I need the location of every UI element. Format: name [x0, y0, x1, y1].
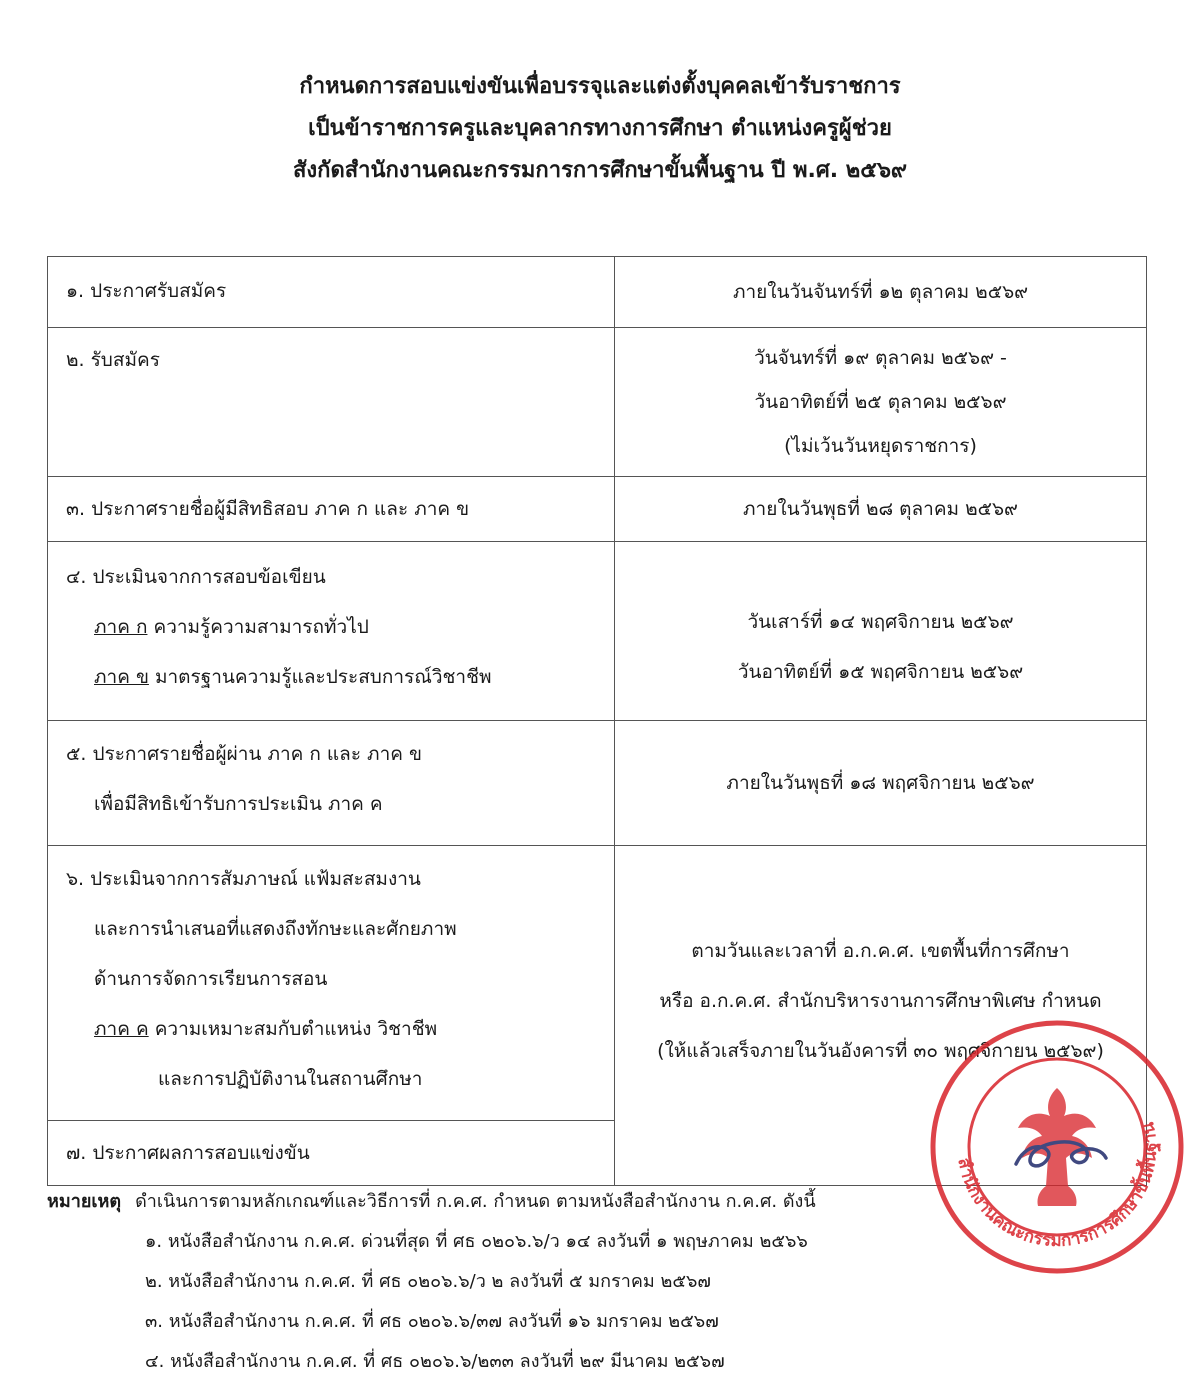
schedule-item-cell [48, 1121, 615, 1186]
schedule-date: วันเสาร์ที่ ๑๔ พฤศจิกายน ๒๕๖๙ [747, 611, 1014, 633]
schedule-date: วันอาทิตย์ที่ ๒๕ ตุลาคม ๒๕๖๙ [754, 391, 1007, 413]
part-b-label: ภาค ข [94, 666, 149, 688]
notes-label: หมายเหตุ [47, 1191, 122, 1212]
table-row [48, 328, 1147, 477]
exam-part-b [66, 652, 614, 702]
schedule-date-cell [615, 542, 1147, 721]
schedule-date-cell [615, 721, 1147, 846]
schedule-item-cell [48, 721, 615, 846]
exam-part-a [66, 602, 614, 652]
header-line-2: เป็นข้าราชการครูและบุคลากรทางการศึกษา ตำแหน่งครูผู้ช่วย [308, 116, 892, 141]
notes-item: ๓. หนังสือสำนักงาน ก.ค.ศ. ที่ ศธ ๐๒๐๖.๖/๓๗ ลงวันที่ ๑๖ มกราคม ๒๕๖๗ [145, 1311, 719, 1332]
seal-text: สำนักงานคณะกรรมการการศึกษาขั้นพื้นฐาน [953, 1120, 1162, 1252]
schedule-date: ตามวันและเวลาที่ อ.ก.ค.ศ. เขตพื้นที่การศึกษา [691, 939, 1070, 962]
document-header [0, 66, 1200, 192]
schedule-item: ๗. ประกาศผลการสอบแข่งขัน [66, 1142, 310, 1164]
part-b-text: มาตรฐานความรู้และประสบการณ์วิชาชีพ [148, 666, 492, 688]
official-seal-icon [928, 1018, 1186, 1276]
schedule-item: ๕. ประกาศรายชื่อผู้ผ่าน ภาค ก และ ภาค ข [66, 743, 422, 765]
schedule-item-cont: ด้านการจัดการเรียนการสอน [94, 968, 328, 990]
schedule-date: ภายในวันพุธที่ ๒๘ ตุลาคม ๒๕๖๙ [743, 498, 1018, 520]
schedule-item-cell [48, 542, 615, 721]
schedule-date: วันอาทิตย์ที่ ๑๕ พฤศจิกายน ๒๕๖๙ [737, 661, 1024, 683]
exam-part-c [66, 1004, 614, 1054]
schedule-item: ๑. ประกาศรับสมัคร [66, 280, 227, 302]
schedule-item: ๒. รับสมัคร [66, 349, 160, 371]
schedule-date: วันจันทร์ที่ ๑๙ ตุลาคม ๒๕๖๙ - [754, 347, 1007, 369]
header-line-3: สังกัดสำนักงานคณะกรรมการการศึกษาขั้นพื้นฐาน ปี พ.ศ. ๒๕๖๙ [292, 158, 908, 183]
table-row [48, 721, 1147, 846]
schedule-date: หรือ อ.ก.ค.ศ. สำนักบริหารงานการศึกษาพิเศษ กำหนด [659, 989, 1102, 1012]
schedule-item-cont: เพื่อมีสิทธิเข้ารับการประเมิน ภาค ค [94, 793, 383, 815]
schedule-item: ๓. ประกาศรายชื่อผู้มีสิทธิสอบ ภาค ก และ ภาค ข [66, 498, 470, 520]
schedule-date: ภายในวันจันทร์ที่ ๑๒ ตุลาคม ๒๕๖๙ [732, 281, 1029, 303]
notes-intro: ดำเนินการตามหลักเกณฑ์และวิธีการที่ ก.ค.ศ. กำหนด ตามหนังสือสำนักงาน ก.ค.ศ. ดังนี้ [135, 1191, 816, 1212]
schedule-item-cell [48, 846, 615, 1121]
notes-item: ๒. หนังสือสำนักงาน ก.ค.ศ. ที่ ศธ ๐๒๐๖.๖/ว ๒ ลงวันที่ ๕ มกราคม ๒๕๖๗ [145, 1271, 711, 1292]
part-c-text: ความเหมาะสมกับตำแหน่ง วิชาชีพ [148, 1018, 438, 1040]
schedule-item: ๔. ประเมินจากการสอบข้อเขียน [66, 566, 326, 588]
schedule-item: ๖. ประเมินจากการสัมภาษณ์ แฟ้มสะสมงาน [66, 868, 421, 890]
table-row [48, 542, 1147, 721]
part-c-cont: และการปฏิบัติงานในสถานศึกษา [158, 1068, 423, 1090]
schedule-date-cell [615, 328, 1147, 477]
schedule-date-cell [615, 257, 1147, 328]
part-a-text: ความรู้ความสามารถทั่วไป [147, 616, 369, 638]
schedule-item-cell [48, 328, 615, 477]
header-line-1: กำหนดการสอบแข่งขันเพื่อบรรจุและแต่งตั้งบุคคลเข้ารับราชการ [299, 74, 901, 99]
part-a-label: ภาค ก [94, 616, 148, 638]
table-row [48, 257, 1147, 328]
schedule-date-cell [615, 477, 1147, 542]
notes-item: ๔. หนังสือสำนักงาน ก.ค.ศ. ที่ ศธ ๐๒๐๖.๖/๒๓๓ ลงวันที่ ๒๙ มีนาคม ๒๕๖๗ [145, 1351, 725, 1372]
part-c-label: ภาค ค [94, 1018, 149, 1040]
schedule-item-cont: และการนำเสนอที่แสดงถึงทักษะและศักยภาพ [94, 918, 457, 940]
schedule-date-note: (ไม่เว้นวันหยุดราชการ) [784, 435, 977, 457]
table-row [48, 477, 1147, 542]
schedule-date: ภายในวันพุธที่ ๑๘ พฤศจิกายน ๒๕๖๙ [726, 772, 1035, 794]
schedule-item-cell [48, 257, 615, 328]
notes-item: ๑. หนังสือสำนักงาน ก.ค.ศ. ด่วนที่สุด ที่ ศธ ๐๒๐๖.๖/ว ๑๔ ลงวันที่ ๑ พฤษภาคม ๒๕๖๖ [145, 1231, 808, 1252]
schedule-date-note: (ให้แล้วเสร็จภายในวันอังคารที่ ๓๐ พฤศจิกายน ๒๕๖๙) [657, 1039, 1104, 1062]
schedule-item-cell [48, 477, 615, 542]
